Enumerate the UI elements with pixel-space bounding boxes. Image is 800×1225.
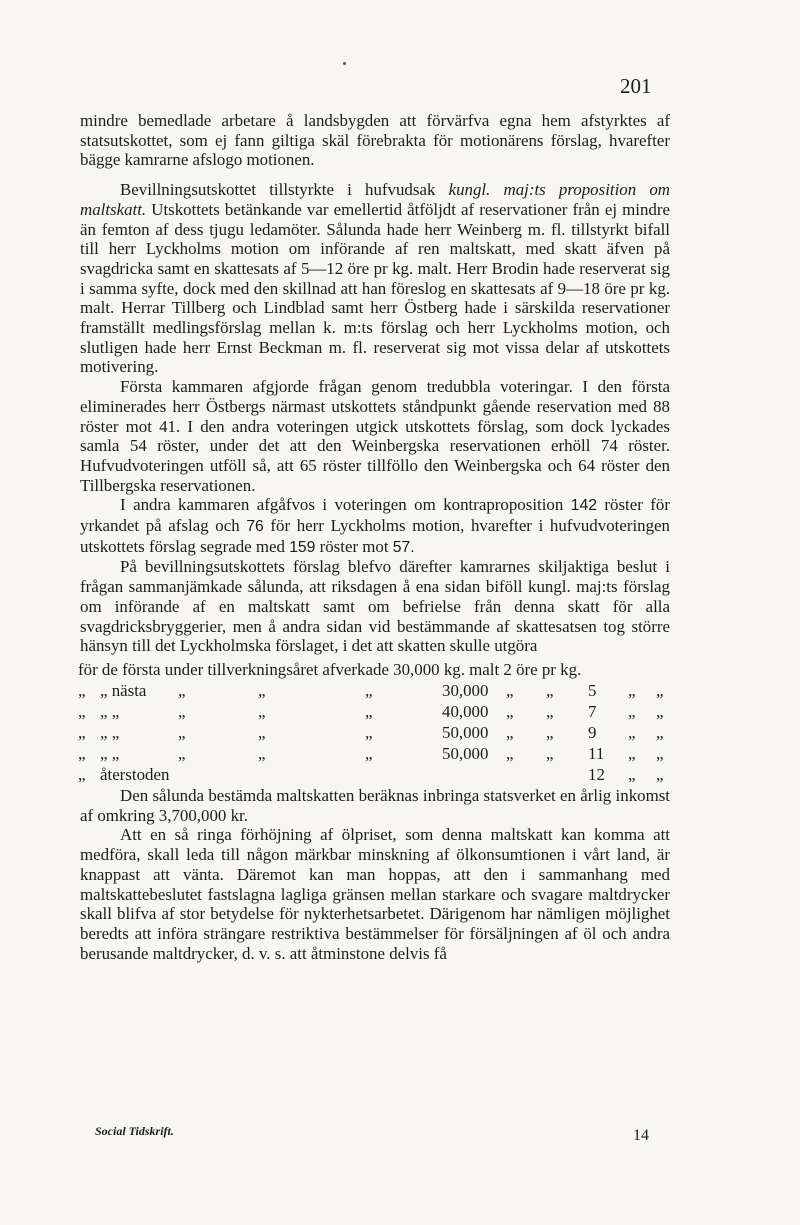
table-cell: „	[506, 701, 514, 721]
table-cell: „	[506, 680, 514, 700]
table-cell: „	[258, 743, 266, 763]
table-cell: „	[628, 722, 636, 742]
journal-name: Social Tidskrift.	[95, 1124, 174, 1138]
table-cell: „	[78, 680, 86, 700]
table-row	[78, 702, 670, 723]
table-cell: „ „	[100, 743, 120, 763]
table-cell: 12	[588, 764, 605, 784]
table-cell: „	[365, 680, 373, 700]
table-cell: återstoden	[100, 764, 170, 784]
table-cell: 30,000	[442, 680, 489, 700]
table-cell: „	[656, 680, 664, 700]
table-cell: „	[178, 701, 186, 721]
table-cell: „	[78, 701, 86, 721]
table-cell: „	[628, 764, 636, 784]
paragraph: Att en så ringa förhöjning af ölpriset, som denna maltskatt kan komma att medföra, skall leda till någon märkbar minskning af ölkonsumtionen i vårt land, är knappast att vänta. Däremot kan man hoppas, att den i sammanhang med maltskattebeslutet fastslagna lagliga gränsen mellan starkare och svagare maltdrycker skall blifva af stor betydelse för nykterhetsarbetet. Därigenom har nämligen möjlighet beredts att införa strängare restriktiva bestämmelser för försäljningen af öl och andra berusande maltdrycker, d. v. s. att åtminstone delvis få	[80, 825, 670, 963]
table-cell: „	[656, 701, 664, 721]
table-cell: „ „	[100, 722, 120, 742]
paragraph: mindre bemedlade arbetare å landsbygden att förvärfva egna hem afstyrktes af statsutskottet, som ej fann giltiga skäl förebrakta för motionärens förslag, hvarefter bägge kamrarne afslogo motionen.	[80, 111, 670, 170]
paragraph: På bevillningsutskottets förslag blefvo därefter kamrarnes skiljaktiga beslut i frågan sammanjämkade sålunda, att riksdagen å ena sidan biföll kungl. maj:ts förslag om införande af en maltskatt samt om befrielse från denna skatt för alla svagdricksbryggerier, men å andra sidan vid bestämmande af skattesatsen tog större hänsyn till det Lyckholmska förslaget, i det att skatten skulle utgöra	[80, 557, 670, 656]
table-cell: 7	[588, 701, 597, 721]
table-row: för de första under tillverkningsåret afverkade 30,000 kg. malt 2 öre pr kg.	[78, 659, 582, 679]
table-cell: 11	[588, 743, 605, 763]
table-cell: „ nästa	[100, 680, 147, 700]
table-cell: „	[628, 701, 636, 721]
table-row	[78, 744, 670, 765]
table-cell: „	[365, 701, 373, 721]
table-cell: „	[258, 722, 266, 742]
paragraph: Första kammaren afgjorde frågan genom tredubbla voteringar. I den första eliminerades herr Östbergs närmast utskottets ståndpunkt gående reservation med 88 röster mot 41. I den andra voteringen utgick utskottets förslag, som dock lyckades samla 54 röster, under det att den Weinbergska reservationen erhöll 74 röster. Hufvudvoteringen utföll så, att 65 röster tillföllo den Weinbergska och 64 röster den Tillbergska reservationen.	[80, 377, 670, 495]
table-cell: „	[365, 743, 373, 763]
table-cell: „	[546, 680, 554, 700]
table-cell: 9	[588, 722, 597, 742]
table-cell: 50,000	[442, 722, 489, 742]
table-cell: 5	[588, 680, 597, 700]
body-text	[80, 111, 670, 963]
table-cell: „	[258, 680, 266, 700]
page-number: 201	[620, 74, 652, 98]
sheet-number: 14	[633, 1127, 649, 1144]
table-cell: „	[258, 701, 266, 721]
table-cell: „	[546, 722, 554, 742]
table-cell: „	[365, 722, 373, 742]
table-cell: „	[78, 743, 86, 763]
table-cell: „	[628, 743, 636, 763]
table-cell: 50,000	[442, 743, 489, 763]
table-cell: „	[78, 722, 86, 742]
paragraph: Den sålunda bestämda maltskatten beräknas inbringa statsverket en årlig inkomst af omkring 3,700,000 kr.	[80, 785, 670, 825]
table-cell: „	[546, 743, 554, 763]
table-cell: „	[506, 722, 514, 742]
paragraph: Bevillningsutskottet tillstyrkte i hufvudsak kungl. maj:ts proposition om maltskatt. Utskottets betänkande var emellertid åtföljdt af reservationer från ej mindre än femton af dess tjugu ledamöter. Sålunda hade herr Weinberg m. fl. tillstyrkt bifall till herr Lyckholms motion om införande af ren maltskatt, med skatt äfven på svagdricka samt en skattesats af 5—12 öre pr kg. malt. Herr Brodin hade reserverat sig i samma syfte, dock med den skillnad att han föreslog en skattesats af 9—18 öre pr kg. malt. Herrar Tillberg och Lindblad samt herr Östberg hade i särskilda reservationer framställt medlingsförslag mellan k. m:ts förslag och herr Lyckholms motion, och slutligen hade herr Ernst Beckman m. fl. reserverat sig mot vissa delar af utskottets motivering.	[80, 180, 670, 377]
table-row	[78, 723, 670, 744]
tax-rate-table	[78, 660, 670, 786]
table-cell: „ „	[100, 701, 120, 721]
table-cell: „	[178, 722, 186, 742]
table-cell: „	[656, 743, 664, 763]
table-cell: „	[506, 743, 514, 763]
table-cell: „	[628, 680, 636, 700]
table-cell: „	[178, 680, 186, 700]
table-cell: „	[78, 764, 86, 784]
table-cell: „	[178, 743, 186, 763]
table-row	[78, 681, 670, 702]
table-cell: „	[546, 701, 554, 721]
table-row	[78, 765, 670, 786]
paragraph: I andra kammaren afgåfvos i voteringen om kontraproposition 142 röster för yrkandet på afslag och 76 för herr Lyckholms motion, hvarefter i hufvudvoteringen utskottets förslag segrade med 159 röster mot 57.	[80, 495, 670, 556]
table-cell: „	[656, 764, 664, 784]
table-cell: 40,000	[442, 701, 489, 721]
ink-speck	[343, 62, 346, 65]
table-cell: „	[656, 722, 664, 742]
